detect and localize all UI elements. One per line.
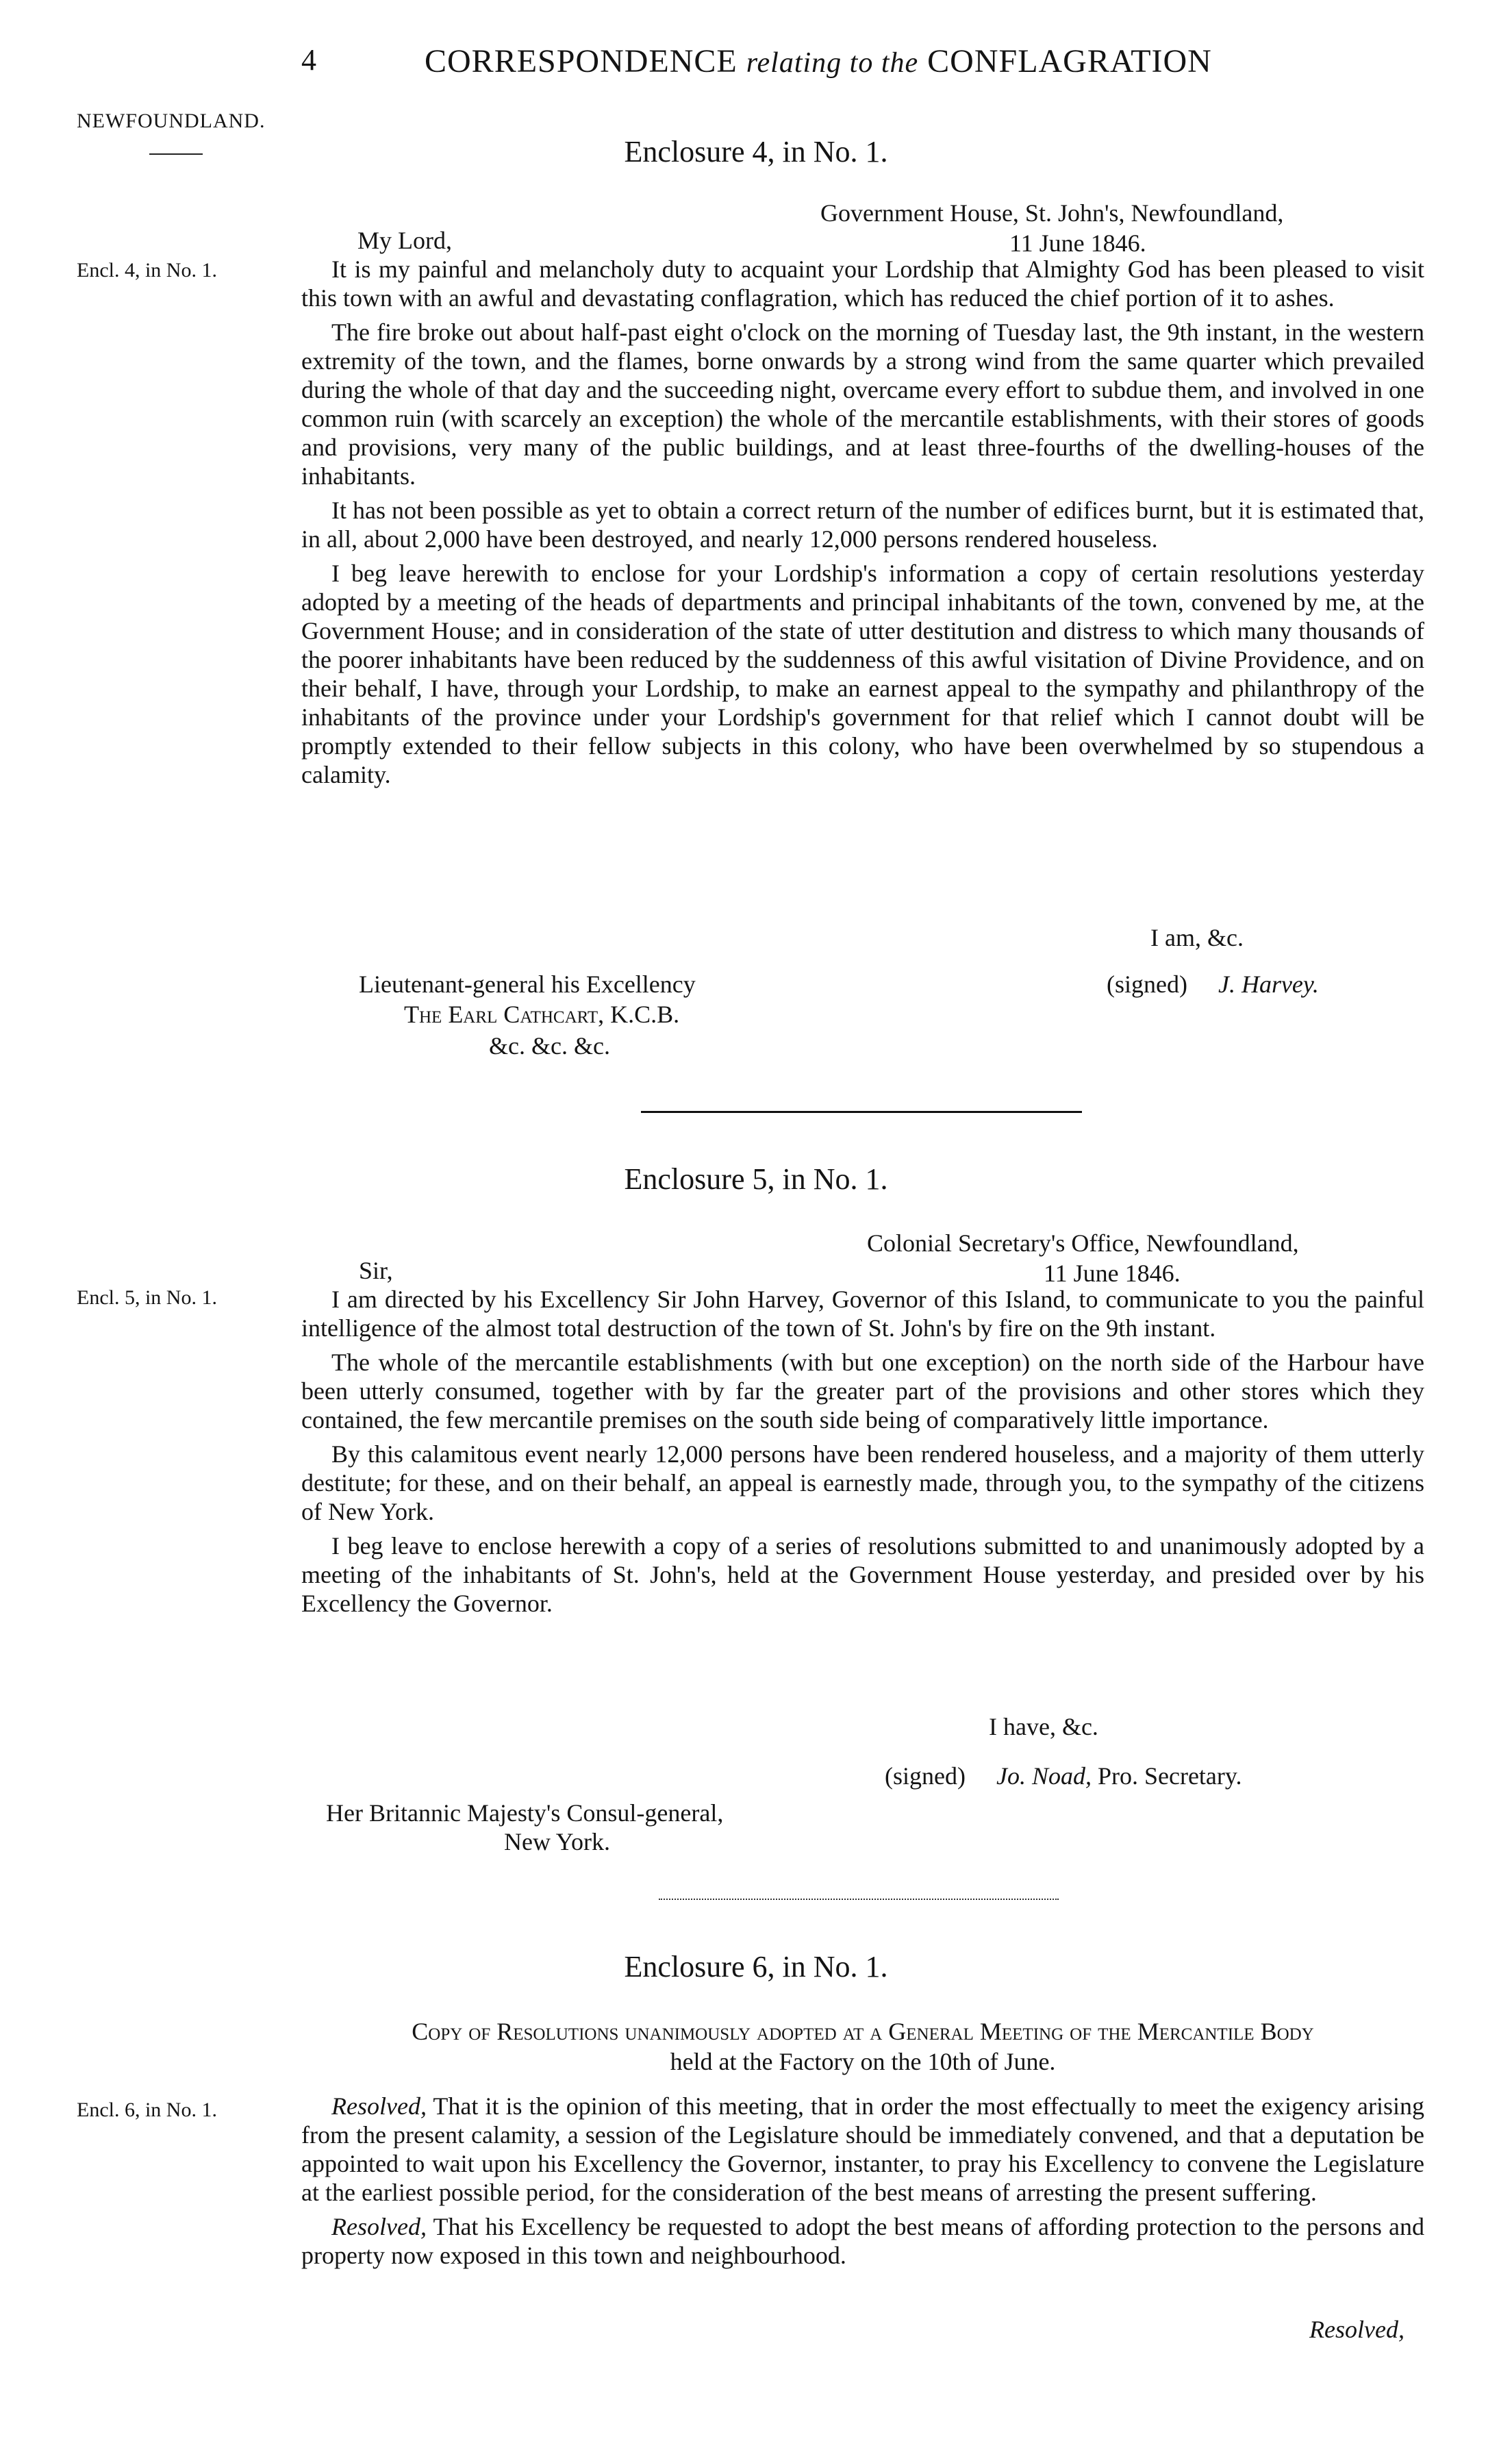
- enclosure5-date: 11 June 1846.: [1044, 1260, 1181, 1287]
- enclosure5-addressee-line1: Her Britannic Majesty's Consul-general,: [326, 1799, 724, 1827]
- running-header: [0, 42, 1512, 90]
- enclosure4-place: Government House, St. John's, Newfoundland,: [820, 199, 1284, 227]
- enclosure6-heading-line1: Copy of Resolutions unanimously adopted at a General Meeting of the Mercantile Body: [412, 2018, 1314, 2045]
- margin-region: NEWFOUNDLAND.: [77, 110, 266, 132]
- signature: Jo. Noad,: [996, 1762, 1092, 1790]
- enclosure4-addressee-line3: &c. &c. &c.: [489, 1032, 610, 1060]
- margin-note-encl6: Encl. 6, in No. 1.: [77, 2099, 217, 2121]
- resolution-paragraph: [301, 2212, 1424, 2270]
- signature-title: Pro. Secretary.: [1097, 1762, 1242, 1790]
- enclosure5-salutation: Sir,: [359, 1257, 393, 1284]
- enclosure4-closing: I am, &c.: [1150, 924, 1244, 951]
- margin-note-encl5: Encl. 5, in No. 1.: [77, 1286, 217, 1309]
- margin-note-encl4: Encl. 4, in No. 1.: [77, 259, 217, 281]
- section-divider: [641, 1111, 1082, 1113]
- page-number: 4: [301, 43, 316, 77]
- resolved-label: Resolved,: [331, 2092, 427, 2120]
- enclosure6-title: Enclosure 6, in No. 1.: [624, 1950, 888, 1983]
- enclosure4-addressee-line1: Lieutenant-general his Excellency: [359, 971, 696, 998]
- enclosure5-title: Enclosure 5, in No. 1.: [624, 1162, 888, 1196]
- enclosure5-place: Colonial Secretary's Office, Newfoundland,: [867, 1229, 1299, 1257]
- enclosure6-heading-line2: held at the Factory on the 10th of June.: [670, 2048, 1056, 2075]
- enclosure5-signature-block: [885, 1762, 1242, 1790]
- section-divider: [659, 1899, 1059, 1900]
- enclosure4-paragraph: The fire broke out about half-past eight o'clock on the morning of Tuesday last, the 9th instant, in the western extremity of the town, and the flames, borne onwards by a strong wind from the same quarter which prevailed during the whole of that day and the succeeding night, overcame every effort to subdue them, and involved in one common ruin (with scarcely an exception) the whole of the mercantile establishments, with their stores of goods and provisions, very many of the public buildings, and at least three-fourths of the dwelling-houses of the inhabitants.: [301, 318, 1424, 490]
- running-title-part1: CORRESPONDENCE: [425, 43, 738, 79]
- signed-label: (signed): [1107, 971, 1187, 998]
- enclosure5-paragraph: I am directed by his Excellency Sir John Harvey, Governor of this Island, to communicate to you the painful intelligence of the almost total destruction of the town of St. John's by fire on the 9th instant.: [301, 1286, 1424, 1342]
- enclosure4-title: Enclosure 4, in No. 1.: [624, 135, 888, 168]
- enclosure4-addressee-line2: The Earl Cathcart, K.C.B.: [404, 1001, 680, 1028]
- enclosure4-body: [301, 255, 1424, 794]
- enclosure4-paragraph: I beg leave herewith to enclose for your Lordship's information a copy of certain resolutions yesterday adopted by a meeting of the heads of departments and principal inhabitants of the town, convened by me, at the Government House; and in consideration of the state of utter destitution and distress to which many thousands of the poorer inhabitants have been reduced by the suddenness of this awful visitation of Divine Providence, and on their behalf, I have, through your Lordship, to make an earnest appeal to the sympathy and philanthropy of the inhabitants of the province under your Lordship's government for that relief which I cannot doubt will be promptly extended to their fellow subjects in this colony, who have been overwhelmed by so stupendous a calamity.: [301, 560, 1424, 788]
- resolution-paragraph: [301, 2092, 1424, 2207]
- enclosure5-addressee-line2: New York.: [504, 1828, 611, 1855]
- resolved-label: Resolved,: [331, 2213, 427, 2240]
- enclosure6-body: [301, 2092, 1424, 2275]
- enclosure5-paragraph: I beg leave to enclose herewith a copy of a series of resolutions submitted to and unanimously adopted by a meeting of the inhabitants of St. John's, held at the Government House yesterday, and presided over by his Excellency the Governor.: [301, 1532, 1424, 1617]
- running-title: [425, 42, 1212, 80]
- enclosure4-signature-block: [1107, 970, 1319, 999]
- enclosure5-paragraph: By this calamitous event nearly 12,000 persons have been rendered houseless, and a majority of them utterly destitute; for these, and on their behalf, an appeal is earnestly made, through you, to the sympathy of the citizens of New York.: [301, 1440, 1424, 1525]
- catchword-text: Resolved,: [1309, 2316, 1404, 2343]
- running-title-italic: relating to the: [746, 47, 919, 79]
- running-title-part2: CONFLAGRATION: [927, 43, 1212, 79]
- enclosure4-paragraph: It is my painful and melancholy duty to acquaint your Lordship that Almighty God has been pleased to visit this town with an awful and devastating conflagration, which has reduced the chief portion of it to ashes.: [301, 255, 1424, 312]
- enclosure5-paragraph: The whole of the mercantile establishments (with but one exception) on the north side of the Harbour have been utterly consumed, together with by far the greater part of the provisions and other stores which they contained, the few mercantile premises on the south side being of comparatively little importance.: [301, 1349, 1424, 1434]
- resolution-text: That it is the opinion of this meeting, that in order the most effectually to meet the exigency arising from the present calamity, a session of the Legislature should be immediately convened, and that a deputation be appointed to wait upon his Excellency the Governor, instanter, to pray his Excellency to convene the Legislature at the earliest possible period, for the consideration of the best means of arresting the present suffering.: [301, 2092, 1424, 2206]
- enclosure4-date: 11 June 1846.: [1009, 229, 1146, 257]
- signed-label: (signed): [885, 1762, 966, 1790]
- enclosure4-salutation: My Lord,: [357, 227, 452, 254]
- resolution-text: That his Excellency be requested to adopt the best means of affording protection to the persons and property now exposed in this town and neighbourhood.: [301, 2213, 1424, 2269]
- enclosure6-heading: [301, 2016, 1424, 2077]
- enclosure4-paragraph: It has not been possible as yet to obtain a correct return of the number of edifices burnt, but it is estimated that, in all, about 2,000 have been destroyed, and nearly 12,000 persons rendered houseless.: [301, 497, 1424, 553]
- catchword: [1309, 2315, 1404, 2344]
- enclosure5-body: [301, 1285, 1424, 1623]
- enclosure5-closing: I have, &c.: [989, 1713, 1098, 1740]
- signature: J. Harvey.: [1218, 971, 1319, 998]
